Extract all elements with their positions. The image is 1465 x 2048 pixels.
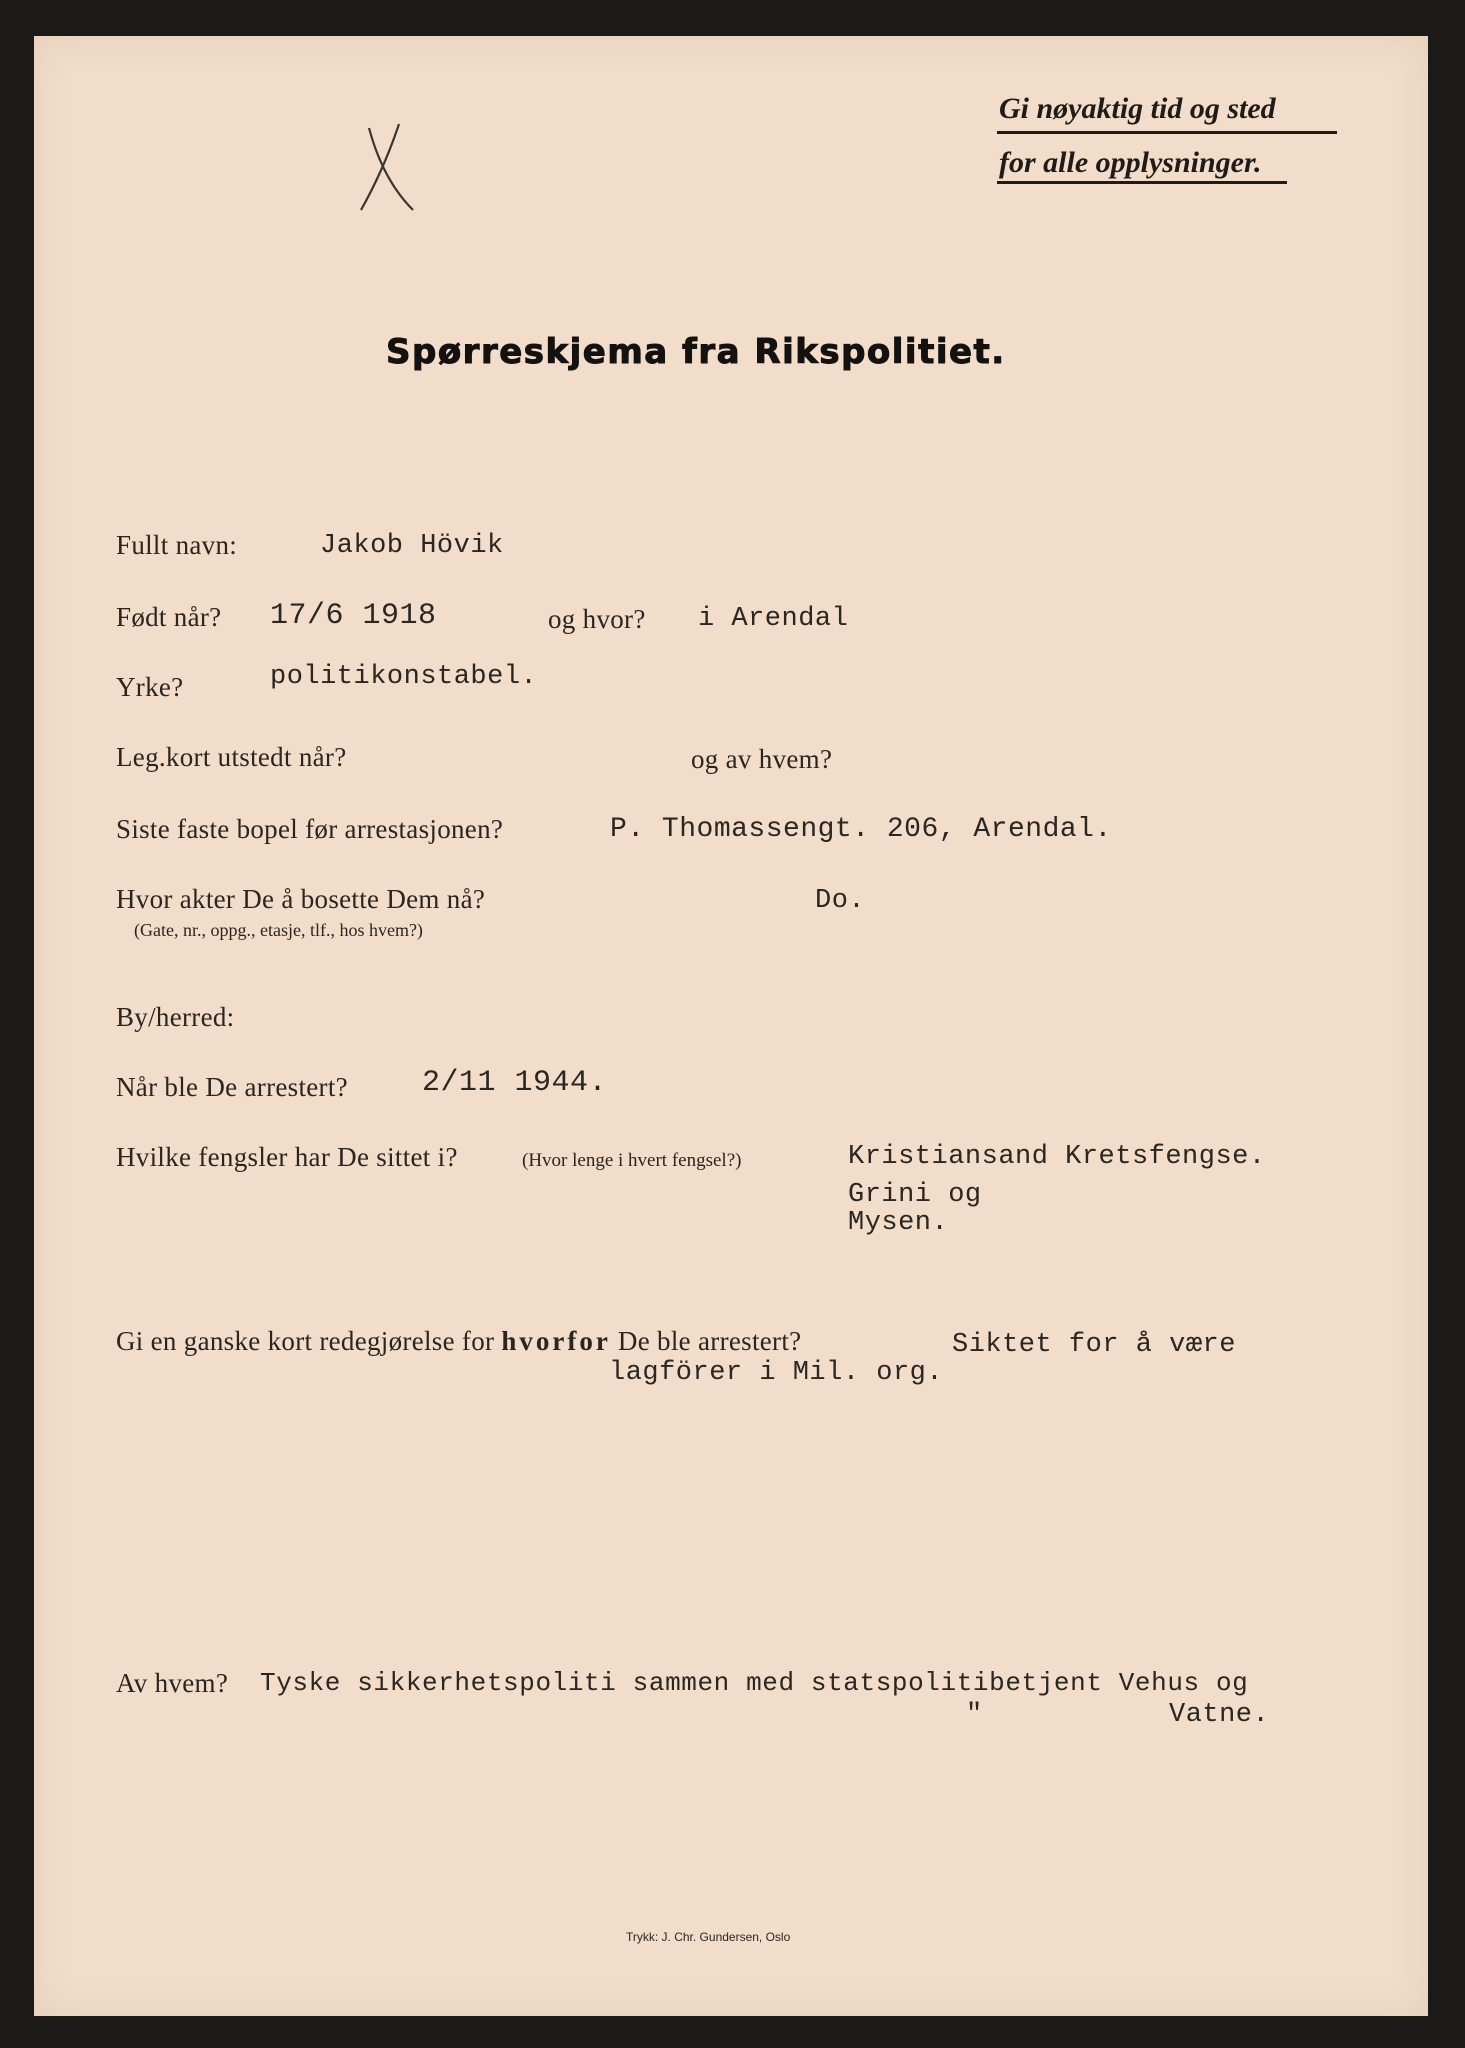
born-value: 17/6 1918 bbox=[270, 599, 437, 633]
handwritten-x-mark bbox=[349, 118, 429, 214]
reason-label-start: Gi en ganske kort redegjørelse for bbox=[116, 1326, 495, 1356]
byhvem-ditto: " bbox=[966, 1700, 983, 1730]
residence-value: P. Thomassengt. 206, Arendal. bbox=[610, 814, 1112, 845]
notice-underline-1 bbox=[997, 131, 1337, 134]
born-where-label: og hvor? bbox=[548, 604, 646, 634]
occupation-label: Yrke? bbox=[116, 672, 184, 702]
byhvem-line-2: Vatne. bbox=[1169, 1700, 1270, 1730]
occupation-value: politikonstabel. bbox=[270, 662, 538, 692]
reason-line-1: Siktet for å være bbox=[952, 1330, 1236, 1360]
reason-label bbox=[116, 1326, 801, 1357]
reason-label-end: De ble arrestert? bbox=[617, 1326, 802, 1356]
legkort-by-label: og av hvem? bbox=[691, 744, 833, 774]
born-label: Født når? bbox=[116, 602, 222, 632]
prisons-line-3: Mysen. bbox=[848, 1208, 949, 1238]
notice-underline-2 bbox=[997, 181, 1287, 184]
printer-imprint: Trykk: J. Chr. Gundersen, Oslo bbox=[626, 1930, 791, 1944]
arrested-label: Når ble De arrestert? bbox=[116, 1072, 348, 1102]
reason-label-why: hvorfor bbox=[501, 1326, 611, 1356]
byhvem-line-1: Tyske sikkerhetspoliti sammen med statspolitibetjent Vehus og bbox=[260, 1668, 1249, 1698]
notice-line-1: Gi nøyaktig tid og sted bbox=[999, 92, 1276, 125]
form-title: Spørreskjema fra Rikspolitiet. bbox=[386, 332, 1006, 372]
form-page bbox=[34, 36, 1428, 2016]
full-name-value: Jakob Hövik bbox=[320, 531, 504, 561]
byhvem-label: Av hvem? bbox=[116, 1668, 229, 1698]
reason-line-2: lagförer i Mil. org. bbox=[609, 1358, 944, 1388]
notice-line-2: for alle opplysninger. bbox=[999, 146, 1262, 179]
prisons-note: (Hvor lenge i hvert fengsel?) bbox=[522, 1150, 742, 1171]
prisons-label: Hvilke fengsler har De sittet i? bbox=[116, 1142, 458, 1172]
full-name-label: Fullt navn: bbox=[116, 530, 238, 560]
prisons-line-2: Grini og bbox=[848, 1180, 982, 1210]
legkort-label: Leg.kort utstedt når? bbox=[116, 742, 347, 772]
residence-label: Siste faste bopel før arrestasjonen? bbox=[116, 814, 504, 844]
born-where-value: i Arendal bbox=[698, 604, 849, 634]
arrested-value: 2/11 1944. bbox=[422, 1066, 608, 1100]
town-label: By/herred: bbox=[116, 1002, 235, 1032]
settle-label: Hvor akter De å bosette Dem nå? bbox=[116, 884, 486, 914]
prisons-line-1: Kristiansand Kretsfengse. bbox=[848, 1142, 1266, 1172]
settle-note: (Gate, nr., oppg., etasje, tlf., hos hvem?) bbox=[134, 920, 423, 940]
settle-value: Do. bbox=[815, 886, 866, 916]
